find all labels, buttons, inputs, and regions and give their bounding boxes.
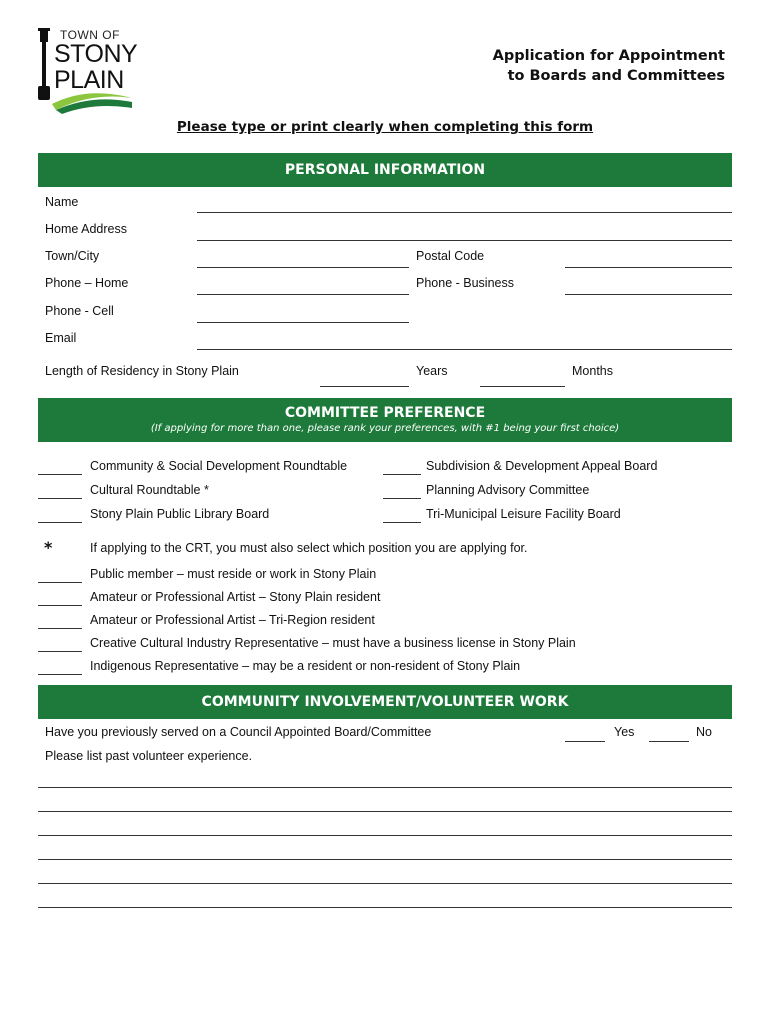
position-blank-artist-stony-plain[interactable] xyxy=(38,605,82,606)
volunteer-line[interactable] xyxy=(38,883,732,884)
volunteer-line[interactable] xyxy=(38,811,732,812)
yes-blank[interactable] xyxy=(565,741,605,742)
option-planning-advisory: Planning Advisory Committee xyxy=(426,483,590,497)
form-title xyxy=(493,46,725,86)
phone-business-label: Phone - Business xyxy=(416,276,514,290)
personal-info-header xyxy=(38,153,732,187)
email-label: Email xyxy=(45,331,77,345)
phone-home-field[interactable] xyxy=(197,294,409,295)
logo-text-stony: STONY xyxy=(54,40,138,68)
name-label: Name xyxy=(45,195,79,209)
form-title-line-2: to Boards and Committees xyxy=(507,68,725,84)
logo-text-town-of: TOWN OF xyxy=(60,28,120,42)
position-creative-industry: Creative Cultural Industry Representative – must have a business license in Stony Plain xyxy=(90,636,576,650)
volunteer-line[interactable] xyxy=(38,859,732,860)
option-tri-municipal: Tri-Municipal Leisure Facility Board xyxy=(426,507,621,521)
committee-preference-heading: COMMITTEE PREFERENCE xyxy=(284,405,486,421)
postal-code-field[interactable] xyxy=(565,267,732,268)
position-blank-public-member[interactable] xyxy=(38,582,82,583)
crt-note: If applying to the CRT, you must also select which position you are applying for. xyxy=(90,541,528,555)
months-label: Months xyxy=(572,364,613,378)
years-label: Years xyxy=(416,364,448,378)
phone-business-field[interactable] xyxy=(565,294,732,295)
option-library-board: Stony Plain Public Library Board xyxy=(90,507,270,521)
position-blank-indigenous[interactable] xyxy=(38,674,82,675)
logo-text-plain: PLAIN xyxy=(54,66,124,94)
volunteer-line[interactable] xyxy=(38,907,732,908)
volunteer-line[interactable] xyxy=(38,835,732,836)
position-public-member: Public member – must reside or work in Stony Plain xyxy=(90,567,377,581)
no-blank[interactable] xyxy=(649,741,689,742)
option-cultural-roundtable: Cultural Roundtable * xyxy=(90,483,209,497)
town-city-label: Town/City xyxy=(45,249,100,263)
rank-blank-library-board[interactable] xyxy=(38,522,82,523)
town-city-field[interactable] xyxy=(197,267,409,268)
email-field[interactable] xyxy=(197,349,732,350)
phone-home-label: Phone – Home xyxy=(45,276,129,290)
position-artist-stony-plain: Amateur or Professional Artist – Stony Plain resident xyxy=(90,590,381,604)
residency-label: Length of Residency in Stony Plain xyxy=(45,364,239,378)
name-field[interactable] xyxy=(197,212,732,213)
volunteer-line[interactable] xyxy=(38,787,732,788)
phone-cell-field[interactable] xyxy=(197,322,409,323)
position-artist-tri-region: Amateur or Professional Artist – Tri-Region resident xyxy=(90,613,375,627)
option-subdivision-appeal: Subdivision & Development Appeal Board xyxy=(426,459,658,473)
position-indigenous: Indigenous Representative – may be a resident or non-resident of Stony Plain xyxy=(90,659,521,673)
rank-blank-subdivision-appeal[interactable] xyxy=(383,474,421,475)
position-blank-creative-industry[interactable] xyxy=(38,651,82,652)
town-logo xyxy=(32,26,142,118)
committee-preference-header xyxy=(38,398,732,442)
form-title-line-1: Application for Appointment xyxy=(492,48,725,64)
volunteer-heading: COMMUNITY INVOLVEMENT/VOLUNTEER WORK xyxy=(201,694,569,710)
rank-blank-cultural-roundtable[interactable] xyxy=(38,498,82,499)
residency-years-field[interactable] xyxy=(320,386,409,387)
no-label: No xyxy=(696,725,712,739)
rank-blank-community-social[interactable] xyxy=(38,474,82,475)
volunteer-header xyxy=(38,685,732,719)
volunteer-list-prompt: Please list past volunteer experience. xyxy=(45,749,253,763)
rank-blank-tri-municipal[interactable] xyxy=(383,522,421,523)
rank-blank-planning-advisory[interactable] xyxy=(383,498,421,499)
committee-preference-note: (If applying for more than one, please rank your preferences, with #1 being your first choice) xyxy=(150,423,620,434)
option-community-social: Community & Social Development Roundtable xyxy=(90,459,348,473)
yes-label: Yes xyxy=(614,725,635,739)
position-blank-artist-tri-region[interactable] xyxy=(38,628,82,629)
personal-info-heading: PERSONAL INFORMATION xyxy=(284,162,486,178)
form-instruction: Please type or print clearly when completing this form xyxy=(176,119,594,135)
previously-served-question: Have you previously served on a Council Appointed Board/Committee xyxy=(45,725,432,739)
postal-code-label: Postal Code xyxy=(416,249,485,263)
asterisk-marker: * xyxy=(44,538,53,557)
residency-months-field[interactable] xyxy=(480,386,565,387)
home-address-label: Home Address xyxy=(45,222,127,236)
phone-cell-label: Phone - Cell xyxy=(45,304,114,318)
home-address-field[interactable] xyxy=(197,240,732,241)
